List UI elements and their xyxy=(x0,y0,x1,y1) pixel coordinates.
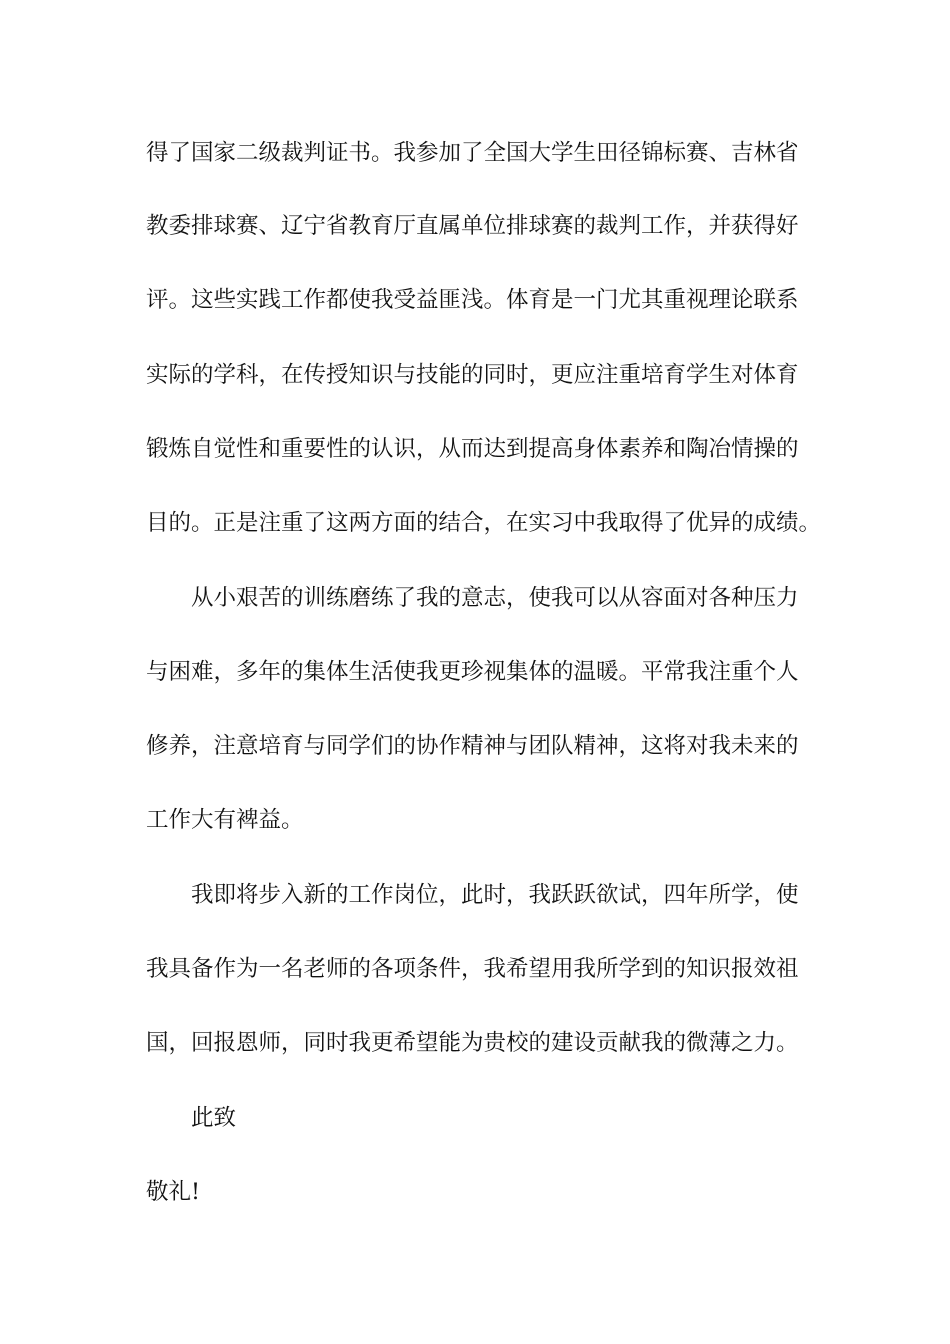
text-line-6: 目的。正是注重了这两方面的结合，在实习中我取得了优异的成绩。 xyxy=(146,510,822,536)
closing-salutation: 此致 xyxy=(191,1105,237,1131)
text-line-8: 与困难，多年的集体生活使我更珍视集体的温暖。平常我注重个人 xyxy=(146,659,799,685)
text-line-3: 评。这些实践工作都使我受益匪浅。体育是一门尤其重视理论联系 xyxy=(146,287,799,313)
text-line-9: 修养，注意培育与同学们的协作精神与团队精神，这将对我未来的 xyxy=(146,733,799,759)
closing-regards: 敬礼! xyxy=(146,1179,201,1205)
text-line-4: 实际的学科，在传授知识与技能的同时，更应注重培育学生对体育 xyxy=(146,362,799,388)
text-line-11: 我即将步入新的工作岗位，此时，我跃跃欲试，四年所学，使 xyxy=(191,882,799,908)
text-line-1: 得了国家二级裁判证书。我参加了全国大学生田径锦标赛、吉林省 xyxy=(146,140,799,166)
text-line-5: 锻炼自觉性和重要性的认识，从而达到提高身体素养和陶冶情操的 xyxy=(146,436,799,462)
text-line-12: 我具备作为一名老师的各项条件，我希望用我所学到的知识报效祖 xyxy=(146,956,799,982)
text-line-2: 教委排球赛、辽宁省教育厅直属单位排球赛的裁判工作，并获得好 xyxy=(146,213,799,239)
text-line-10: 工作大有裨益。 xyxy=(146,807,304,833)
text-line-7: 从小艰苦的训练磨练了我的意志，使我可以从容面对各种压力 xyxy=(191,585,799,611)
text-line-13: 国，回报恩师，同时我更希望能为贵校的建设贡献我的微薄之力。 xyxy=(146,1030,799,1056)
